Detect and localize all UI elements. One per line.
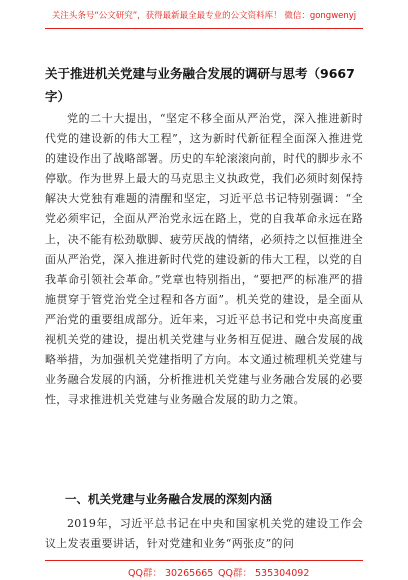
footer-qq-group-1: QQ群： 30265665 bbox=[128, 568, 214, 579]
footer bbox=[0, 560, 408, 580]
footer-qq-group-2: QQ群： 535304092 bbox=[218, 568, 310, 579]
document-body bbox=[45, 109, 363, 410]
footer-divider bbox=[45, 560, 363, 561]
document-title: 关于推进机关党建与业务融合发展的调研与思考（9667字） bbox=[45, 66, 355, 104]
section-heading: 一、机关党建与业务融合发展的深刻内涵 bbox=[65, 492, 272, 506]
header-banner bbox=[0, 0, 408, 32]
section-paragraph: 2019年，习近平总书记在中央和国家机关党的建设工作会议上发表重要讲话，针对党建和业务“两张皮”的问 bbox=[45, 517, 363, 551]
banner-text: 关注头条号“公文研究”，获得最新最全最专业的公文资料库！ 微信：gongwenyj bbox=[51, 11, 357, 21]
body-paragraph: 党的二十大提出，“坚定不移全面从严治党，深入推进新时代党的建设新的伟大工程”，这为新时代新征程全面深入推进党的建设作出了战略部署。历史的车轮滚滚向前，时代的脚步永不停歇。作为世界上最大的马克思主义执政党，我们必须时刻保持解决大党独有难题的清醒和坚定，习近平总书记特别强调：“全党必须牢记，全面从严治党永远在路上，党的自我革命永远在路上，决不能有松劲歇脚、疲劳厌战的情绪，必须持之以恒推进全面从严治党，深入推进新时代党的建设新的伟大工程，以党的自我革命引领社会革命。”党章也特别指出，“要把严的标准严的措施贯穿于管党治党全过程和各方面”。机关党的建设，是全面从严治党的重要组成部分。近年来，习近平总书记和党中央高度重视机关党的建设，提出机关党建与业务相互促进、融合发展的战略举措，为加强机关党建指明了方向。本文通过梳理机关党建与业务融合发展的内涵，分析推进机关党建与业务融合发展的必要性，寻求推进机关党建与业务融合发展的助力之策。 bbox=[45, 112, 363, 407]
header-divider bbox=[45, 28, 363, 29]
